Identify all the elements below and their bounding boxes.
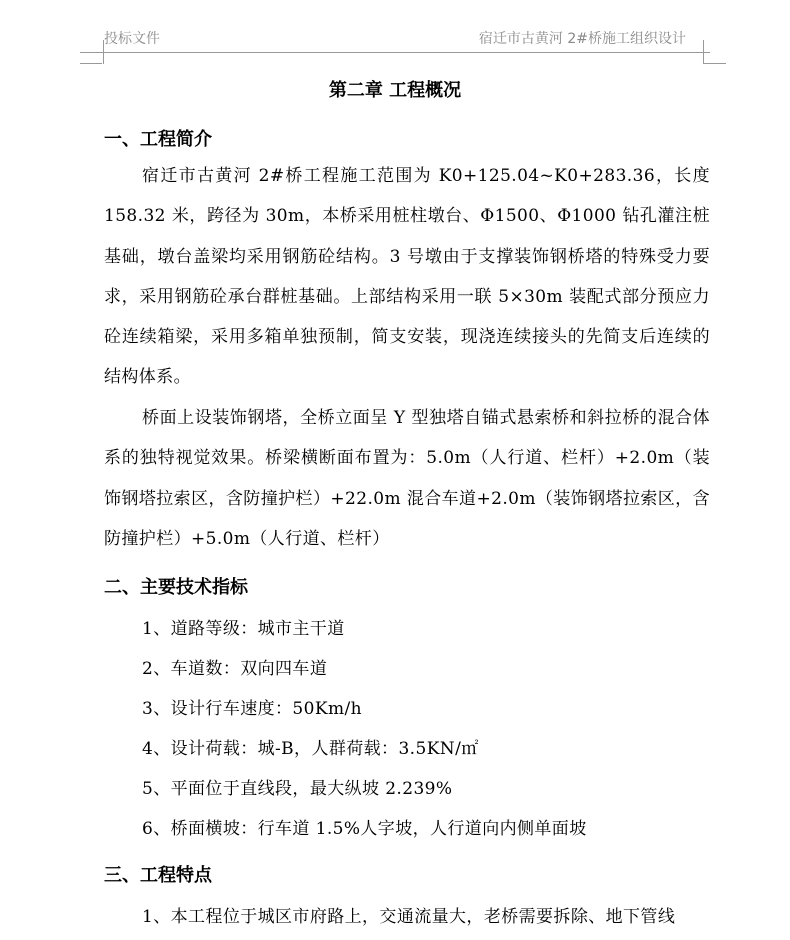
list-item: 6、桥面横坡：行车道 1.5%人字坡，人行道向内侧单面坡 — [142, 819, 587, 839]
list-item: 1、道路等级：城市主干道 — [142, 619, 345, 639]
body-paragraph: 桥面上设装饰钢塔，全桥立面呈 Y 型独塔自锚式悬索桥和斜拉桥的混合体系的独特视觉效果。桥梁横断面布置为：5.0m（人行道、栏杆）+2.0m（装饰钢塔拉索区，含防撞护栏）+22.0m 混合车道+2.0m（装饰钢塔拉索区，含防撞护栏）+5.0m（人行道、栏杆） — [104, 408, 710, 549]
header-divider — [80, 52, 710, 53]
margin-corner-mark-left — [103, 40, 104, 64]
margin-corner-mark-right-h — [704, 63, 726, 64]
margin-corner-mark-right — [703, 40, 704, 64]
margin-corner-mark-left-h — [80, 63, 102, 64]
header-right-text: 宿迁市古黄河 2#桥施工组织设计 — [478, 31, 686, 47]
body-paragraph: 宿迁市古黄河 2#桥工程施工范围为 K0+125.04~K0+283.36，长度 158.32 米，跨径为 30m，本桥采用桩柱墩台、Φ1500、Φ1000 钻孔灌注桩基础，墩台盖梁均采用钢筋砼结构。3 号墩由于支撑装饰钢桥塔的特殊受力要求，采用钢筋砼承台群桩基础。上部结构采用一联 5×30m 装配式部分预应力砼连续箱梁，采用多箱单独预制，简支安装，现浇连续接头的先简支后连续的结构体系。 — [104, 166, 710, 388]
list-item: 3、设计行车速度：50Km/h — [142, 699, 362, 719]
section-heading: 三、工程特点 — [104, 865, 212, 886]
section-heading: 二、主要技术指标 — [104, 577, 248, 598]
section-heading: 一、工程简介 — [104, 129, 212, 150]
list-item: 2、车道数：双向四车道 — [142, 659, 328, 679]
list-item: 4、设计荷载：城-B，人群荷载：3.5KN/㎡ — [142, 739, 479, 759]
list-item: 1、本工程位于城区市府路上，交通流量大，老桥需要拆除、地下管线 — [142, 907, 676, 927]
header-left-text: 投标文件 — [104, 31, 160, 47]
chapter-title: 第二章 工程概况 — [328, 80, 462, 101]
list-item: 5、平面位于直线段，最大纵坡 2.239% — [142, 779, 453, 799]
